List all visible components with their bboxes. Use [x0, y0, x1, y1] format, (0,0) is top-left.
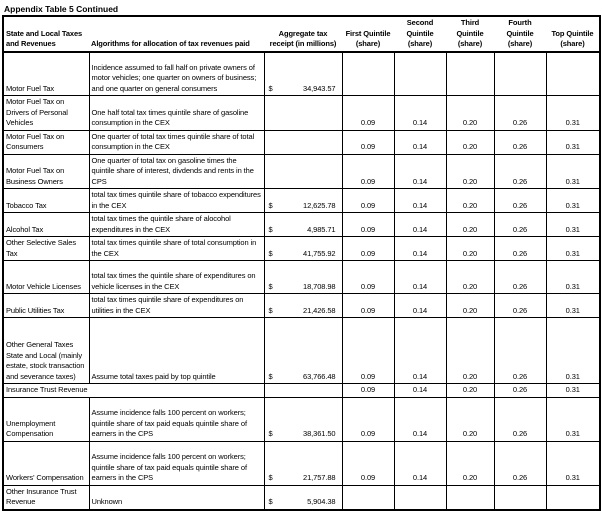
- quintile-cell: 0.26: [494, 294, 546, 318]
- quintile-cell: 0.20: [446, 441, 494, 485]
- tax-name-cell: Motor Fuel Tax on Consumers: [3, 130, 89, 154]
- currency-symbol: $: [268, 200, 273, 210]
- quintile-cell: 0.09: [342, 441, 394, 485]
- quintile-cell: 0.31: [546, 397, 600, 441]
- table-row: [3, 261, 600, 294]
- aggregate-value: 63,766.48: [303, 371, 336, 381]
- quintile-cell: 0.26: [494, 318, 546, 384]
- quintile-cell: 0.20: [446, 213, 494, 237]
- quintile-cell: 0.09: [342, 384, 394, 398]
- quintile-cell: 0.09: [342, 397, 394, 441]
- algorithm-cell: One quarter of total tax times quintile share of total consumption in the CEX: [89, 130, 264, 154]
- tax-name-cell: Other Selective Sales Tax: [3, 237, 89, 261]
- currency-symbol: $: [268, 497, 273, 506]
- quintile-cell: 0.14: [394, 189, 446, 213]
- table-row: [3, 485, 600, 510]
- table-row: [3, 397, 600, 441]
- quintile-cell: 0.14: [394, 96, 446, 131]
- header-fourth-quintile: Fourth Quintile (share): [494, 16, 546, 52]
- aggregate-value: 5,904.38: [307, 497, 336, 506]
- algorithm-cell: Incidence assumed to fall half on private owners of motor vehicles; one quarter on owners of business; and one quarter on general consumers: [89, 52, 264, 96]
- quintile-cell: 0.31: [546, 261, 600, 294]
- quintile-cell: 0.14: [394, 130, 446, 154]
- quintile-cell: 0.26: [494, 441, 546, 485]
- header-second-quintile: Second Quintile (share): [394, 16, 446, 52]
- table-row: [3, 237, 600, 261]
- header-top-quintile: Top Quintile (share): [546, 16, 600, 52]
- aggregate-value: 38,361.50: [303, 429, 336, 438]
- aggregate-cell: [264, 294, 342, 318]
- tax-name-cell: Motor Fuel Tax: [3, 52, 89, 96]
- quintile-cell: 0.09: [342, 237, 394, 261]
- aggregate-cell: [264, 154, 342, 189]
- table-row: [3, 213, 600, 237]
- aggregate-value: 4,985.71: [307, 224, 336, 234]
- table-row: [3, 52, 600, 96]
- aggregate-value: 34,943.57: [303, 83, 336, 93]
- quintile-cell: [546, 52, 600, 96]
- quintile-cell: 0.31: [546, 96, 600, 131]
- quintile-cell: 0.14: [394, 397, 446, 441]
- quintile-cell: 0.20: [446, 294, 494, 318]
- quintile-cell: 0.31: [546, 318, 600, 384]
- quintile-cell: 0.26: [494, 213, 546, 237]
- tax-name-cell: Other General Taxes State and Local (mainly estate, stock transaction and severance taxes): [3, 318, 89, 384]
- tax-name-cell: Other Insurance Trust Revenue: [3, 485, 89, 510]
- algorithm-cell: One half total tax times quintile share of gasoline consumption in the CEX: [89, 96, 264, 131]
- quintile-cell: 0.20: [446, 384, 494, 398]
- currency-symbol: $: [268, 83, 273, 93]
- table-row: [3, 96, 600, 131]
- aggregate-value: 21,757.88: [303, 473, 336, 482]
- aggregate-cell: [264, 52, 342, 96]
- algorithm-cell: total tax times quintile share of expenditures on utilities in the CEX: [89, 294, 264, 318]
- quintile-cell: 0.31: [546, 294, 600, 318]
- table-row: [3, 318, 600, 384]
- quintile-cell: 0.14: [394, 318, 446, 384]
- quintile-cell: 0.14: [394, 441, 446, 485]
- quintile-cell: 0.09: [342, 261, 394, 294]
- quintile-cell: 0.20: [446, 96, 494, 131]
- tax-name-cell: Alcohol Tax: [3, 213, 89, 237]
- quintile-cell: 0.09: [342, 154, 394, 189]
- aggregate-cell: [264, 384, 342, 398]
- quintile-cell: 0.14: [394, 384, 446, 398]
- currency-symbol: $: [268, 429, 273, 438]
- header-tax-name: State and Local Taxes and Revenues: [3, 16, 89, 52]
- quintile-cell: 0.26: [494, 96, 546, 131]
- tax-name-cell: Tobacco Tax: [3, 189, 89, 213]
- currency-symbol: $: [268, 305, 273, 315]
- aggregate-cell: [264, 485, 342, 510]
- currency-symbol: $: [268, 473, 273, 482]
- tax-name-cell: Unemployment Compensation: [3, 397, 89, 441]
- header-row: [3, 16, 600, 52]
- aggregate-value: 18,708.98: [303, 281, 336, 291]
- quintile-cell: 0.20: [446, 397, 494, 441]
- tax-name-cell: Motor Fuel Tax on Business Owners: [3, 154, 89, 189]
- aggregate-cell: [264, 130, 342, 154]
- quintile-cell: 0.20: [446, 130, 494, 154]
- quintile-cell: 0.14: [394, 237, 446, 261]
- quintile-cell: [394, 52, 446, 96]
- quintile-cell: 0.14: [394, 261, 446, 294]
- header-first-quintile: First Quintile (share): [342, 16, 394, 52]
- aggregate-cell: [264, 397, 342, 441]
- tax-name-cell: Insurance Trust Revenue: [3, 384, 264, 398]
- aggregate-cell: [264, 261, 342, 294]
- page-title: Appendix Table 5 Continued: [4, 4, 119, 14]
- aggregate-cell: [264, 96, 342, 131]
- table-row: [3, 130, 600, 154]
- quintile-cell: 0.26: [494, 237, 546, 261]
- quintile-cell: 0.09: [342, 213, 394, 237]
- table-row: [3, 154, 600, 189]
- quintile-cell: 0.26: [494, 189, 546, 213]
- tax-name-cell: Motor Fuel Tax on Drivers of Personal Vehicles: [3, 96, 89, 131]
- aggregate-cell: [264, 237, 342, 261]
- algorithm-cell: Assume incidence falls 100 percent on workers; quintile share of tax paid equals quintile share of earners in the CPS: [89, 441, 264, 485]
- quintile-cell: 0.09: [342, 189, 394, 213]
- table-row: [3, 384, 600, 398]
- algorithm-cell: Assume incidence falls 100 percent on workers; quintile share of tax paid equals quintile share of earners in the CPS: [89, 397, 264, 441]
- table-row: [3, 441, 600, 485]
- quintile-cell: 0.31: [546, 154, 600, 189]
- quintile-cell: 0.14: [394, 294, 446, 318]
- tax-name-cell: Public Utilities Tax: [3, 294, 89, 318]
- algorithm-cell: One quarter of total tax on gasoline times the quintile share of interest, divdends and rents in the CPS: [89, 154, 264, 189]
- quintile-cell: 0.31: [546, 441, 600, 485]
- quintile-cell: 0.20: [446, 154, 494, 189]
- quintile-cell: 0.31: [546, 130, 600, 154]
- algorithm-cell: total tax times quintile share of tobacco expenditures in the CEX: [89, 189, 264, 213]
- header-algorithms: Algorithms for allocation of tax revenues paid: [89, 16, 264, 52]
- aggregate-cell: [264, 189, 342, 213]
- aggregate-value: 12,625.78: [303, 200, 336, 210]
- quintile-cell: [446, 52, 494, 96]
- quintile-cell: 0.20: [446, 189, 494, 213]
- algorithm-cell: total tax times the quintile share of alocohol expenditures in the CEX: [89, 213, 264, 237]
- quintile-cell: 0.31: [546, 213, 600, 237]
- quintile-cell: [394, 485, 446, 510]
- quintile-cell: [494, 485, 546, 510]
- aggregate-cell: [264, 318, 342, 384]
- quintile-cell: [342, 52, 394, 96]
- algorithm-cell: Unknown: [89, 485, 264, 510]
- quintile-cell: [446, 485, 494, 510]
- currency-symbol: $: [268, 224, 273, 234]
- quintile-cell: [342, 485, 394, 510]
- table-row: [3, 189, 600, 213]
- algorithm-cell: Assume total taxes paid by top quintile: [89, 318, 264, 384]
- quintile-cell: 0.31: [546, 237, 600, 261]
- quintile-cell: 0.09: [342, 318, 394, 384]
- tax-name-cell: Motor Vehicle Licenses: [3, 261, 89, 294]
- aggregate-cell: [264, 441, 342, 485]
- header-third-quintile: Third Quintile (share): [446, 16, 494, 52]
- appendix-table: [2, 15, 601, 511]
- quintile-cell: 0.26: [494, 130, 546, 154]
- quintile-cell: 0.09: [342, 96, 394, 131]
- currency-symbol: $: [268, 371, 273, 381]
- quintile-cell: 0.26: [494, 261, 546, 294]
- aggregate-value: 41,755.92: [303, 248, 336, 258]
- aggregate-value: 21,426.58: [303, 305, 336, 315]
- quintile-cell: 0.31: [546, 189, 600, 213]
- table-row: [3, 294, 600, 318]
- quintile-cell: 0.26: [494, 154, 546, 189]
- quintile-cell: 0.09: [342, 130, 394, 154]
- algorithm-cell: total tax times the quintile share of expenditures on vehicle licenses in the CEX: [89, 261, 264, 294]
- quintile-cell: 0.26: [494, 397, 546, 441]
- header-aggregate: Aggregate tax receipt (in millions): [264, 16, 342, 52]
- quintile-cell: 0.31: [546, 384, 600, 398]
- quintile-cell: [494, 52, 546, 96]
- quintile-cell: 0.20: [446, 237, 494, 261]
- algorithm-cell: total tax times quintile share of total consumption in the CEX: [89, 237, 264, 261]
- quintile-cell: 0.14: [394, 213, 446, 237]
- quintile-cell: [546, 485, 600, 510]
- quintile-cell: 0.09: [342, 294, 394, 318]
- tax-name-cell: Workers' Compensation: [3, 441, 89, 485]
- currency-symbol: $: [268, 281, 273, 291]
- currency-symbol: $: [268, 248, 273, 258]
- aggregate-cell: [264, 213, 342, 237]
- quintile-cell: 0.20: [446, 261, 494, 294]
- quintile-cell: 0.26: [494, 384, 546, 398]
- quintile-cell: 0.14: [394, 154, 446, 189]
- quintile-cell: 0.20: [446, 318, 494, 384]
